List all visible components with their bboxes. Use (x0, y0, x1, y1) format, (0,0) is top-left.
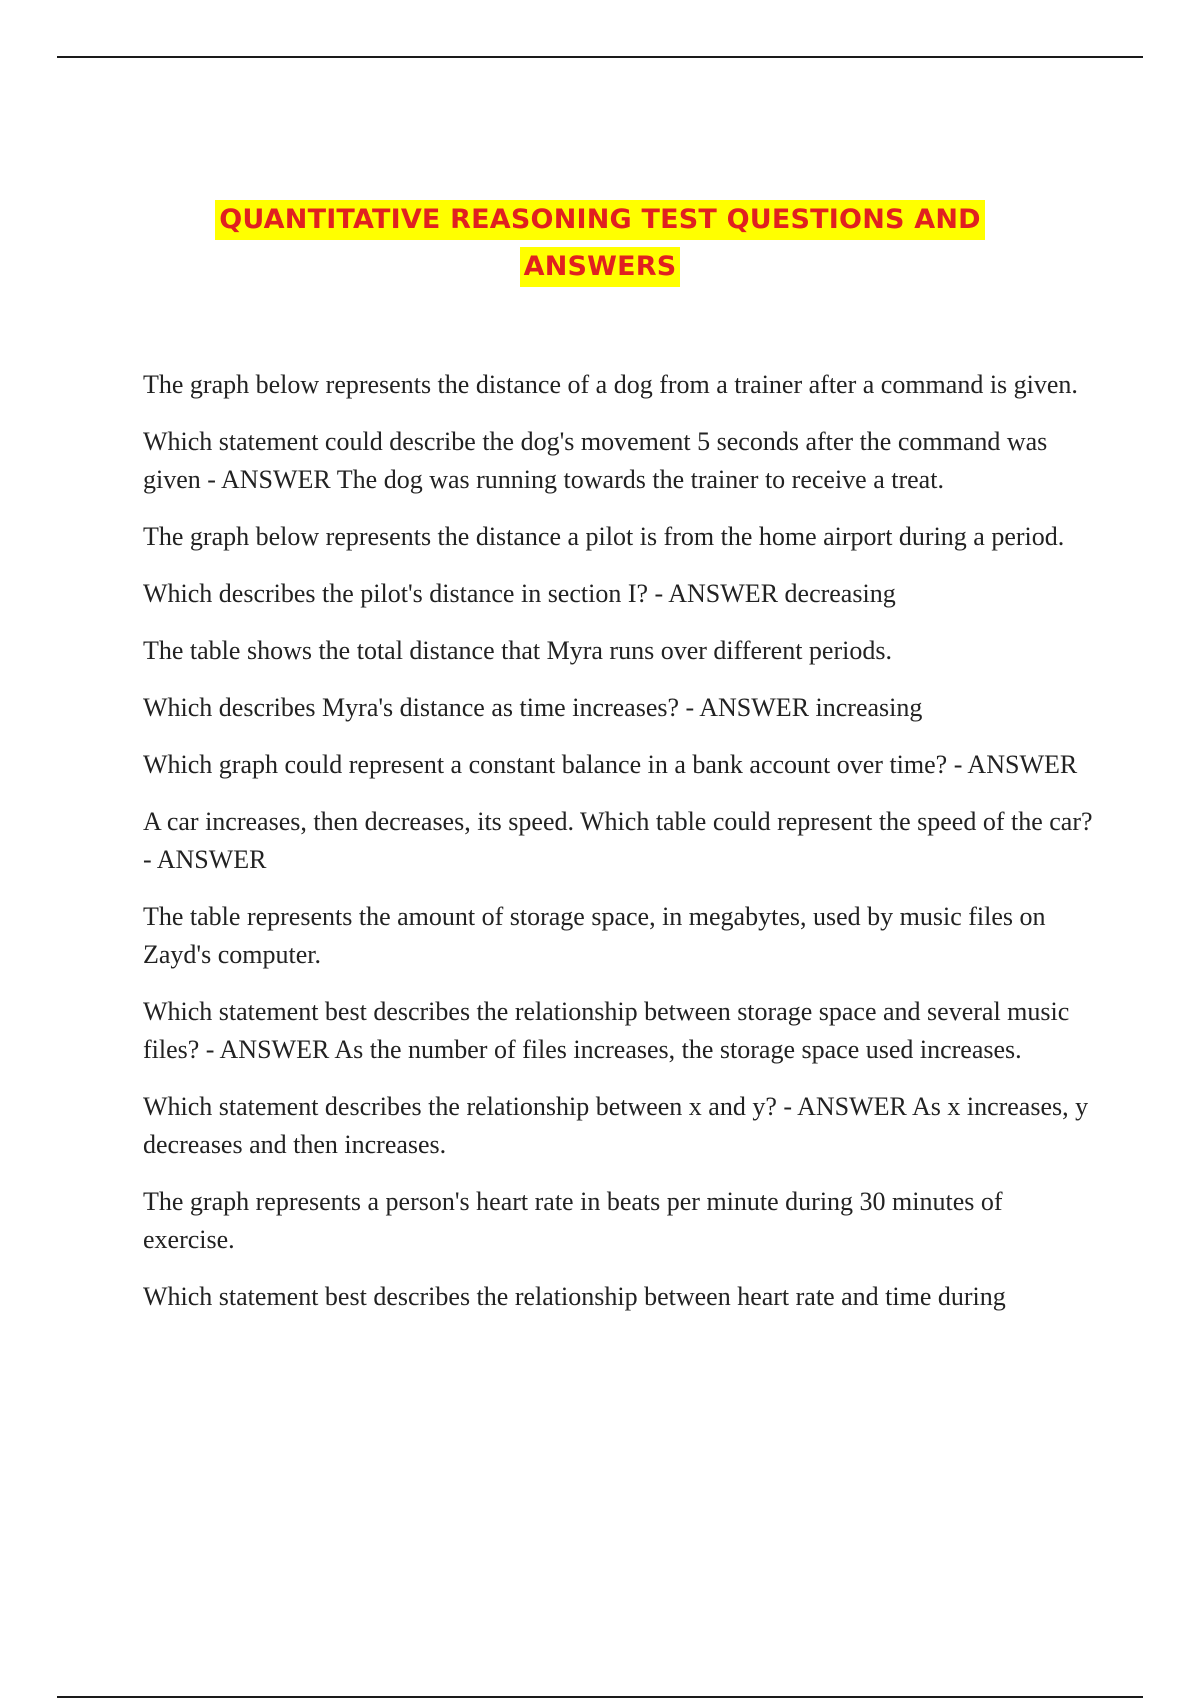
paragraph: Which statement could describe the dog's movement 5 seconds after the command was given - ANSWER The dog was running towards the trainer to receive a treat. (143, 427, 1048, 494)
paragraph: The table shows the total distance that Myra runs over different periods. (143, 636, 892, 665)
bottom-rule (57, 1696, 1143, 1698)
paragraph: A car increases, then decreases, its speed. Which table could represent the speed of the car? - ANSWER (143, 807, 1093, 874)
paragraph: Which describes Myra's distance as time increases? - ANSWER increasing (143, 693, 923, 722)
paragraph: Which statement best describes the relationship between storage space and several music files? - ANSWER As the number of files increases, the storage space used increases. (143, 997, 1070, 1064)
paragraph: The graph represents a person's heart rate in beats per minute during 30 minutes of exercise. (143, 1187, 1003, 1254)
paragraph: The graph below represents the distance a pilot is from the home airport during a period. (143, 522, 1065, 551)
title-line-2: ANSWERS (520, 247, 681, 287)
paragraph: The table represents the amount of storage space, in megabytes, used by music files on Zayd's computer. (143, 902, 1046, 969)
document-title (0, 200, 1200, 287)
paragraph: The graph below represents the distance of a dog from a trainer after a command is given. (143, 370, 1078, 399)
paragraph: Which describes the pilot's distance in section I? - ANSWER decreasing (143, 579, 896, 608)
paragraph: Which statement describes the relationship between x and y? - ANSWER As x increases, y decreases and then increases. (143, 1092, 1089, 1159)
title-line-1: QUANTITATIVE REASONING TEST QUESTIONS AND (215, 200, 985, 240)
paragraph: Which statement best describes the relationship between heart rate and time during (143, 1282, 1006, 1311)
document-body (143, 366, 1093, 1335)
paragraph: Which graph could represent a constant balance in a bank account over time? - ANSWER (143, 750, 1078, 779)
top-rule (57, 56, 1143, 58)
